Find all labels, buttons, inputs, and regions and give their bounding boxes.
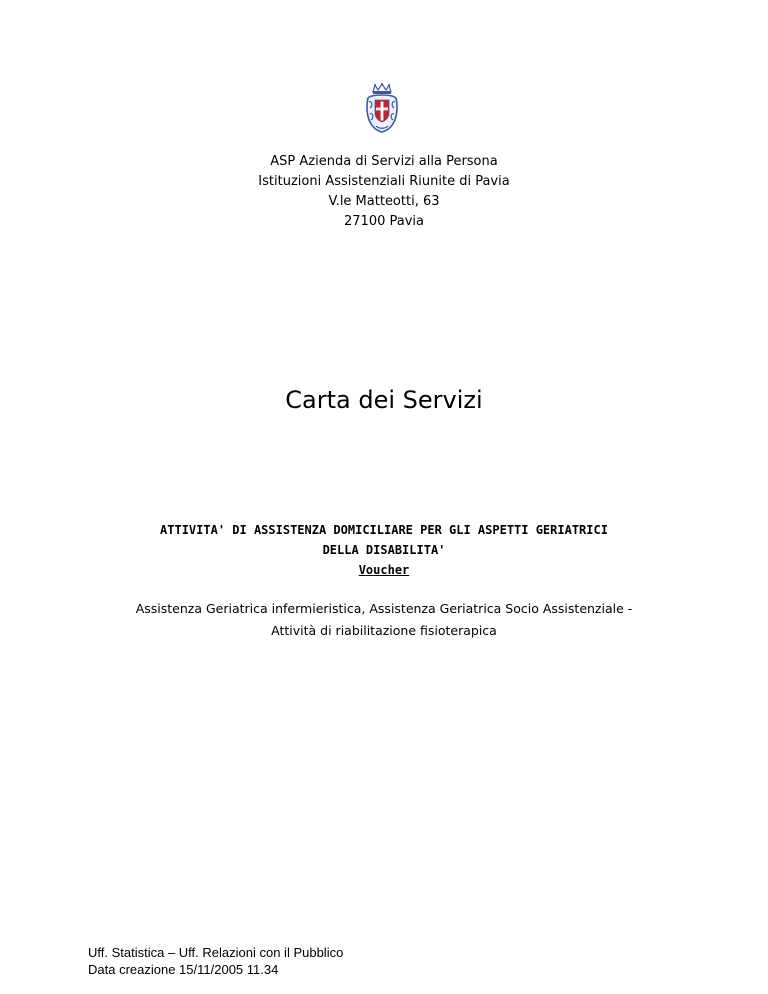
org-name: ASP Azienda di Servizi alla Persona bbox=[270, 154, 498, 169]
service-heading bbox=[0, 520, 768, 580]
service-heading-line1: ATTIVITA' DI ASSISTENZA DOMICILIARE PER GLI ASPETTI GERIATRICI bbox=[160, 523, 608, 537]
document-title: Carta dei Servizi bbox=[285, 386, 483, 414]
page-footer bbox=[88, 944, 343, 978]
service-description bbox=[0, 598, 768, 642]
org-street: V.le Matteotti, 63 bbox=[328, 194, 440, 209]
voucher-label: Voucher bbox=[358, 563, 410, 577]
organization-address bbox=[0, 152, 768, 232]
org-subtitle: Istituzioni Assistenziali Riunite di Pavia bbox=[258, 174, 510, 189]
footer-office: Uff. Statistica – Uff. Relazioni con il Pubblico bbox=[88, 945, 344, 960]
footer-creation-date: Data creazione 15/11/2005 11.34 bbox=[88, 962, 279, 977]
service-heading-line2: DELLA DISABILITA' bbox=[322, 543, 446, 557]
coat-of-arms-icon bbox=[364, 82, 400, 134]
service-description-line2: Attività di riabilitazione fisioterapica bbox=[271, 623, 497, 638]
org-city: 27100 Pavia bbox=[344, 214, 424, 229]
service-description-line1: Assistenza Geriatrica infermieristica, Assistenza Geriatrica Socio Assistenziale - bbox=[135, 601, 633, 616]
